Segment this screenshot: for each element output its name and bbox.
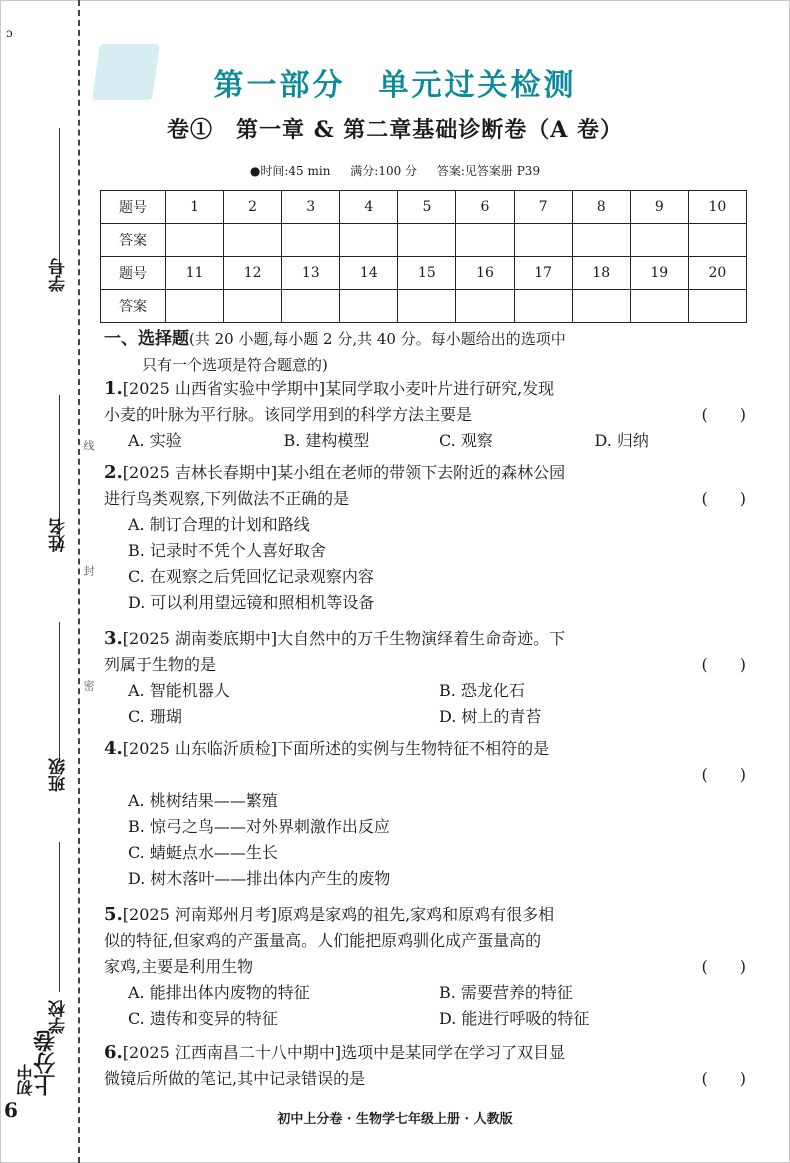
brand-bottom: 上分卷 <box>33 1030 59 1096</box>
question-text: 进行鸟类观察,下列做法不正确的是 <box>104 489 350 508</box>
question-number: 13 <box>282 257 340 290</box>
section-desc-2: 只有一个选项是符合题意的) <box>142 356 328 374</box>
answer-cell[interactable] <box>514 224 572 257</box>
question-number: 12 <box>224 257 282 290</box>
question-text: [2025 山东临沂质检]下面所述的实例与生物特征不相符的是 <box>122 739 550 758</box>
row-header: 答案 <box>101 224 166 257</box>
question-number: 18 <box>572 257 630 290</box>
answer-bracket[interactable]: ( ) <box>701 765 746 784</box>
question-text: [2025 湖南娄底期中]大自然中的万千生物演绎着生命奇迹。下 <box>122 629 566 648</box>
option-d[interactable]: D. 树木落叶——排出体内产生的废物 <box>128 869 391 888</box>
question-3 <box>104 626 750 730</box>
answer-cell[interactable] <box>688 224 746 257</box>
answer-bracket[interactable]: ( ) <box>701 1069 746 1088</box>
score-info: 满分:100 分 <box>350 164 418 178</box>
page-number: 6 <box>4 1098 18 1122</box>
brand-logo <box>18 1030 58 1096</box>
option-d[interactable]: D. 可以利用望远镜和照相机等设备 <box>128 593 375 612</box>
answer-bracket[interactable]: ( ) <box>701 957 746 976</box>
option-c[interactable]: C. 蜻蜓点水——生长 <box>128 843 278 862</box>
answer-cell[interactable] <box>340 290 398 323</box>
question-text: [2025 江西南昌二十八中期中]选项中是某同学在学习了双目显 <box>122 1043 566 1062</box>
question-text: 小麦的叶脉为平行脉。该同学用到的科学方法主要是 <box>104 405 473 424</box>
answer-bracket[interactable]: ( ) <box>701 655 746 674</box>
section-header <box>104 326 750 378</box>
option-c[interactable]: C. 遗传和变异的特征 <box>128 1009 278 1028</box>
row-header: 答案 <box>101 290 166 323</box>
question-text: 列属于生物的是 <box>104 655 217 674</box>
school-line <box>59 842 60 992</box>
option-a[interactable]: A. 桃树结果——繁殖 <box>128 791 278 810</box>
question-number: 8 <box>572 191 630 224</box>
class-label: 班级 <box>49 758 69 792</box>
question-number: 1 <box>166 191 224 224</box>
question-number: 5 <box>398 191 456 224</box>
brand-top: 初中 <box>16 1064 35 1096</box>
seal-mark-xian: 线 <box>82 440 95 451</box>
option-c[interactable]: C. 观察 <box>439 431 493 450</box>
table-row <box>101 224 747 257</box>
option-c[interactable]: C. 在观察之后凭回忆记录观察内容 <box>128 567 374 586</box>
answer-ref-info: 答案:见答案册 P39 <box>436 164 541 178</box>
corner-mark: ɔ <box>6 26 13 40</box>
school-label: 学校 <box>49 1000 69 1034</box>
option-a[interactable]: A. 智能机器人 <box>128 681 230 700</box>
question-4 <box>104 736 750 892</box>
row-header: 题号 <box>101 257 166 290</box>
page-footer: 初中上分卷 · 生物学七年级上册 · 人教版 <box>277 1112 513 1127</box>
question-text: 家鸡,主要是利用生物 <box>104 957 254 976</box>
question-number: 20 <box>688 257 746 290</box>
option-b[interactable]: B. 建构模型 <box>283 431 370 450</box>
answer-bracket[interactable]: ( ) <box>701 405 746 424</box>
question-number: 7 <box>514 191 572 224</box>
table-row <box>101 290 747 323</box>
question-number: 4. <box>104 738 123 759</box>
question-text: [2025 河南郑州月考]原鸡是家鸡的祖先,家鸡和原鸡有很多相 <box>122 905 555 924</box>
answer-cell[interactable] <box>224 290 282 323</box>
time-info: ●时间:45 min <box>249 164 331 178</box>
section-title: 一、选择题 <box>104 329 189 349</box>
question-2 <box>104 460 750 616</box>
question-number: 17 <box>514 257 572 290</box>
option-d[interactable]: D. 树上的青苔 <box>439 707 542 726</box>
question-text: 微镜后所做的笔记,其中记录错误的是 <box>104 1069 366 1088</box>
table-row <box>101 191 747 224</box>
question-number: 6 <box>456 191 514 224</box>
answer-cell[interactable] <box>166 290 224 323</box>
question-number: 3 <box>282 191 340 224</box>
answer-cell[interactable] <box>456 224 514 257</box>
question-number: 4 <box>340 191 398 224</box>
question-number: 16 <box>456 257 514 290</box>
option-c[interactable]: C. 珊瑚 <box>128 707 182 726</box>
answer-cell[interactable] <box>224 224 282 257</box>
question-number: 5. <box>104 904 123 925</box>
question-text: [2025 山西省实验中学期中]某同学取小麦叶片进行研究,发现 <box>122 379 555 398</box>
question-number: 9 <box>630 191 688 224</box>
option-a[interactable]: A. 制订合理的计划和路线 <box>128 515 310 534</box>
question-number: 2 <box>224 191 282 224</box>
question-number: 2. <box>104 462 123 483</box>
answer-cell[interactable] <box>398 224 456 257</box>
student-id-line <box>59 128 60 278</box>
name-label: 姓名 <box>49 518 69 552</box>
question-number: 6. <box>104 1042 123 1063</box>
option-b[interactable]: B. 恐龙化石 <box>439 681 525 700</box>
question-number: 19 <box>630 257 688 290</box>
question-6 <box>104 1040 750 1092</box>
section-desc-1: (共 20 小题,每小题 2 分,共 40 分。每小题给出的选项中 <box>189 330 566 348</box>
option-a[interactable]: A. 实验 <box>128 431 182 450</box>
question-number: 15 <box>398 257 456 290</box>
question-number: 3. <box>104 628 123 649</box>
answer-cell[interactable] <box>572 224 630 257</box>
option-b[interactable]: B. 惊弓之鸟——对外界刺激作出反应 <box>128 817 390 836</box>
option-d[interactable]: D. 能进行呼吸的特征 <box>439 1009 590 1028</box>
answer-cell[interactable] <box>572 290 630 323</box>
question-1 <box>104 376 750 454</box>
class-line <box>59 622 60 762</box>
answer-cell[interactable] <box>166 224 224 257</box>
question-number: 1. <box>104 378 123 399</box>
answer-bracket[interactable]: ( ) <box>701 489 746 508</box>
part-title: 第一部分 单元过关检测 <box>213 68 577 103</box>
option-b[interactable]: B. 需要营养的特征 <box>439 983 573 1002</box>
option-a[interactable]: A. 能排出体内废物的特征 <box>128 983 310 1002</box>
answer-cell[interactable] <box>398 290 456 323</box>
answer-cell[interactable] <box>630 224 688 257</box>
row-header: 题号 <box>101 191 166 224</box>
answer-cell[interactable] <box>688 290 746 323</box>
question-text: 似的特征,但家鸡的产蛋量高。人们能把原鸡驯化成产蛋量高的 <box>104 931 542 950</box>
option-b[interactable]: B. 记录时不凭个人喜好取舍 <box>128 541 326 560</box>
answer-cell[interactable] <box>282 224 340 257</box>
answer-cell[interactable] <box>340 224 398 257</box>
question-number: 14 <box>340 257 398 290</box>
exam-meta <box>0 162 790 179</box>
student-id-label: 学号 <box>49 258 69 292</box>
answer-cell[interactable] <box>456 290 514 323</box>
answer-cell[interactable] <box>514 290 572 323</box>
table-row <box>101 257 747 290</box>
question-5 <box>104 902 750 1032</box>
option-d[interactable]: D. 归纳 <box>594 431 649 450</box>
answer-cell[interactable] <box>630 290 688 323</box>
seal-mark-mi: 密 <box>82 680 95 691</box>
paper-title: 卷① 第一章 & 第二章基础诊断卷（A 卷） <box>167 117 623 143</box>
question-text: [2025 吉林长春期中]某小组在老师的带领下去附近的森林公园 <box>122 463 566 482</box>
answer-table <box>100 190 747 323</box>
seal-mark-feng: 封 <box>82 565 95 576</box>
answer-cell[interactable] <box>282 290 340 323</box>
question-number: 10 <box>688 191 746 224</box>
question-number: 11 <box>166 257 224 290</box>
